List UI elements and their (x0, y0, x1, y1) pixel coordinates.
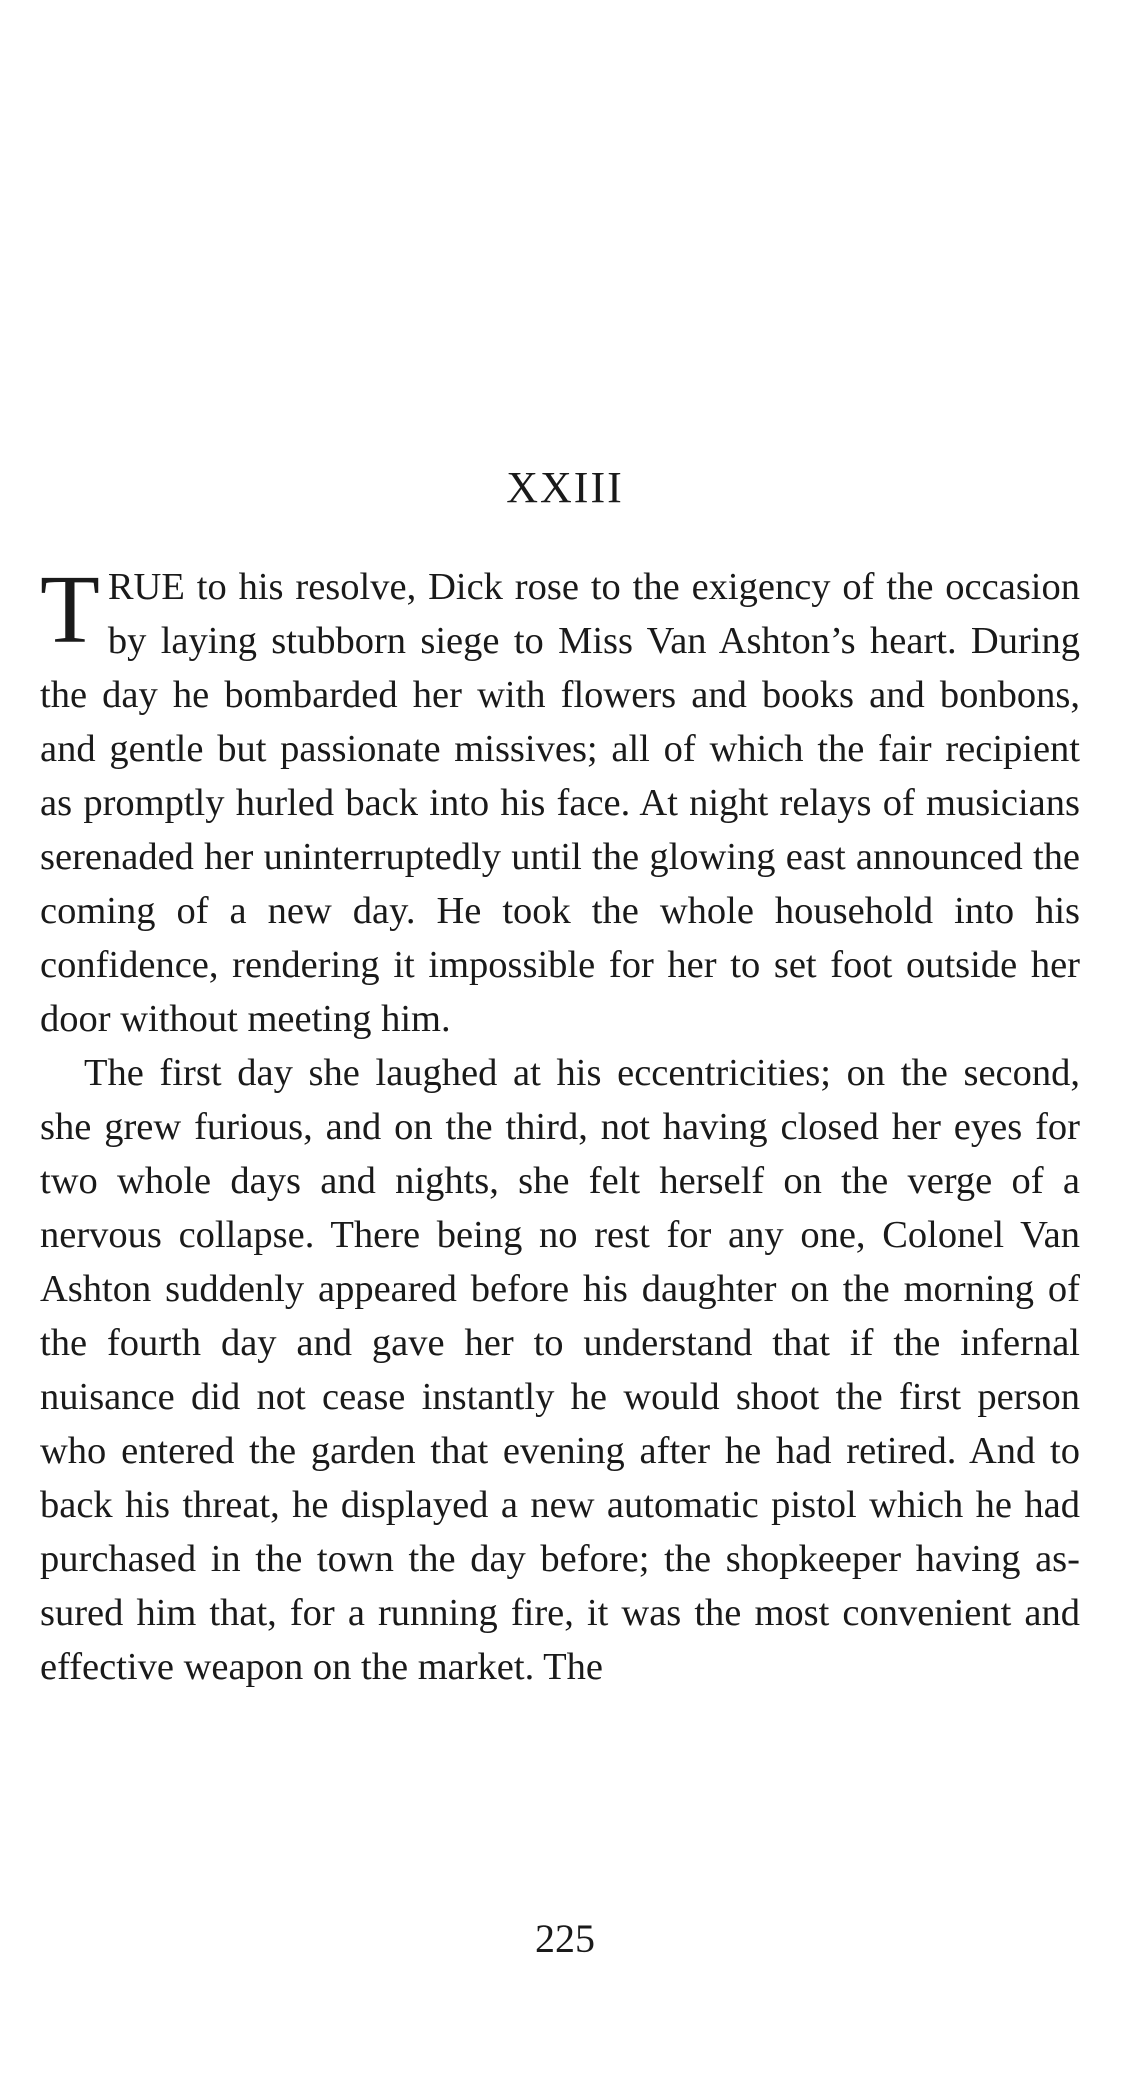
drop-cap: T (40, 556, 100, 664)
paragraph-text: RUE to his resolve, Dick rose to the exigency of the occasion by laying stubborn siege to Miss Van Ashton’s heart. During the day he bombarded her with flowers and books and bonbons, and gentle but passionate missives; all of which the fair recipient as promptly hurled back into his face. At night relays of musicians serenaded her uninterruptedly until the glowing east announced the coming of a new day. He took the whole household into his confidence, rendering it impossible for her to set foot outside her door without meeting him. (40, 566, 1080, 1040)
paragraph (40, 1046, 1080, 1694)
chapter-number: XXIII (506, 463, 624, 512)
paragraph (40, 556, 1080, 1046)
chapter-body (40, 556, 1080, 1694)
page-number: 225 (535, 1916, 595, 1961)
paragraph-text: The first day she laughed at his eccentricities; on the second, she grew furious, and on the third, not having closed her eyes for two whole days and nights, she felt herself on the verge of a nervous collapse. There being no rest for any one, Colonel Van Ashton suddenly appeared before his daughter on the morning of the fourth day and gave her to understand that if the infernal nuisance did not cease instantly he would shoot the first person who entered the garden that evening after he had retired. And to back his threat, he displayed a new automatic pistol which he had purchased in the town the day before; the shopkeeper having assured him that, for a running fire, it was the most convenient and effective weapon on the market. The (40, 1052, 1080, 1688)
